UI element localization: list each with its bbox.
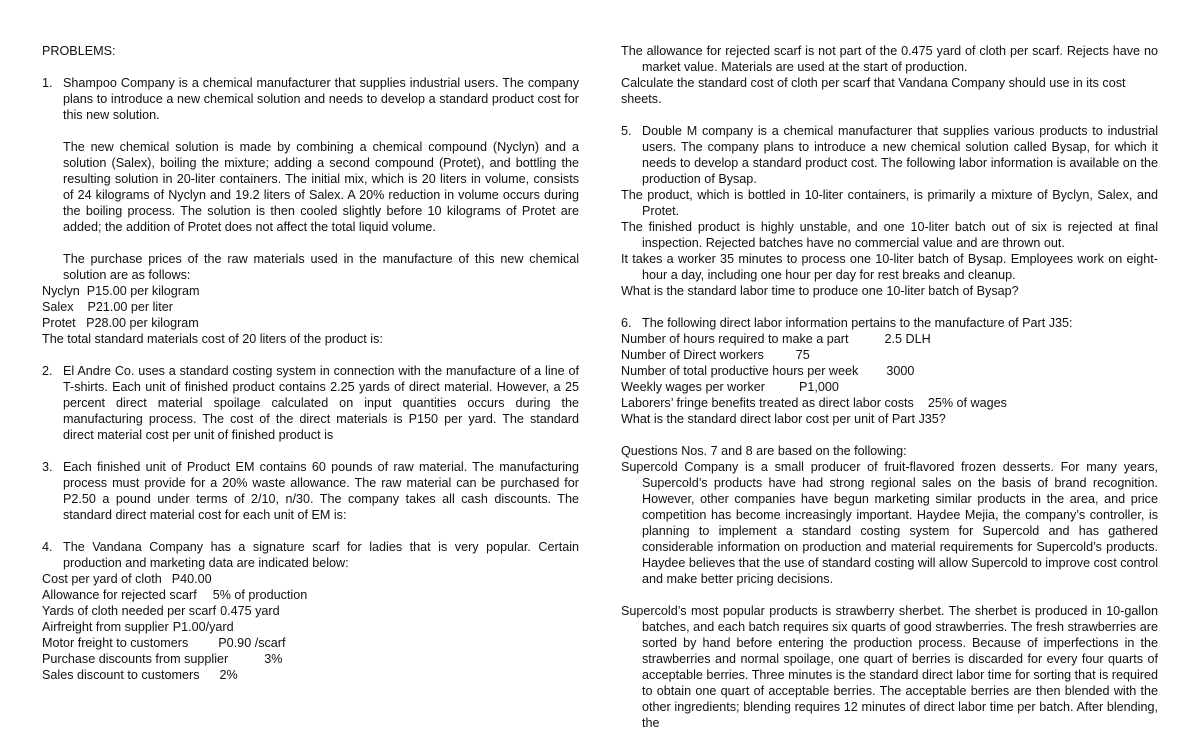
problems-heading: PROBLEMS: <box>42 44 116 58</box>
data-value: 25% of wages <box>927 396 1007 410</box>
problem-5-line: The product, which is bottled in 10-liter containers, is primarily a mixture of Byclyn, Salex, and Protet. <box>621 188 1158 218</box>
data-row <box>621 395 1158 411</box>
data-row <box>621 331 1158 347</box>
data-label: Number of total productive hours per week <box>621 364 859 378</box>
problem-number: 6. <box>621 316 632 330</box>
data-label: Cost per yard of cloth <box>42 572 162 586</box>
problem-5-question: What is the standard labor time to produce one 10-liter batch of Bysap? <box>621 284 1019 298</box>
problem-4-continuation: The allowance for rejected scarf is not part of the 0.475 yard of cloth per scarf. Rejects have no market value. Materials are used at the start of production. <box>621 44 1158 74</box>
problem-2 <box>42 363 579 443</box>
problem-1-text: Shampoo Company is a chemical manufacturer that supplies industrial users. The company plans to introduce a new chemical solution and needs to develop a standard product cost for this new solution. <box>63 76 579 122</box>
data-label: Number of hours required to make a part <box>621 332 849 346</box>
problem-1-para-3: The purchase prices of the raw materials used in the manufacture of this new chemical solution are as follows: <box>63 252 579 282</box>
left-column <box>42 43 579 683</box>
data-label: Weekly wages per worker <box>621 380 765 394</box>
data-value: 2% <box>219 668 238 682</box>
problem-5-line: The finished product is highly unstable, and one 10-liter batch out of six is rejected at final inspection. Rejected batches have no commercial value and are thrown out. <box>621 220 1158 250</box>
problem-1-para-2: The new chemical solution is made by combining a chemical compound (Nyclyn) and a solution (Salex), boiling the mixture; adding a second compound (Protet), and bottling the resulting solution in 20-liter containers. The initial mix, which is 20 liters in volume, consists of 24 kilograms of Nyclyn and 19.2 liters of Salex. A 20% reduction in volume occurs during the boiling process. The solution is then cooled slightly before 10 kilograms of Protet are added; the addition of Protet does not affect the total liquid volume. <box>63 140 579 234</box>
supercold-para-2: Supercold’s most popular products is strawberry sherbet. The sherbet is produced in 10-gallon batches, and each batch requires six quarts of good strawberries. The fresh strawberries are sorted by hand before entering the production process. Because of imperfections in the strawberries and normal spoilage, one quart of berries is discarded for every four quarts of acceptable berries. Three minutes is the standard direct labor time for sorting that is required to obtain one quart of acceptable berries. The acceptable berries are then blended with the other ingredients; blending requires 12 minutes of direct labor time per batch. After blending, the <box>621 604 1158 730</box>
problem-3 <box>42 459 579 523</box>
data-row <box>42 619 579 635</box>
data-value: 0.475 yard <box>220 604 280 618</box>
data-row <box>42 651 579 667</box>
data-label: Sales discount to customers <box>42 668 200 682</box>
data-value: P1.00/yard <box>172 620 234 634</box>
data-row <box>42 587 579 603</box>
data-row <box>42 635 579 651</box>
data-value: 2.5 DLH <box>884 332 931 346</box>
problem-1-question: The total standard materials cost of 20 liters of the product is: <box>42 332 383 346</box>
data-row <box>42 571 579 587</box>
data-label: Yards of cloth needed per scarf <box>42 604 217 618</box>
problem-2-text: El Andre Co. uses a standard costing system in connection with the manufacture of a line of T-shirts. Each unit of finished product contains 2.25 yards of direct material. However, a 25 percent direct material spoilage calculated on input quantities occurs during the manufacturing process. The cost of the direct materials is P150 per yard. The standard direct material cost per unit of finished product is <box>63 364 579 442</box>
data-label: Motor freight to customers <box>42 636 189 650</box>
data-row <box>42 603 579 619</box>
problem-3-text: Each finished unit of Product EM contains 60 pounds of raw material. The manufacturing process must provide for a 20% waste allowance. The raw material can be purchased for P2.50 a pound under terms of 2/10, n/30. The company takes all cash discounts. The standard direct material cost for each unit of EM is: <box>63 460 579 522</box>
problem-number: 1. <box>42 76 53 90</box>
data-value: 3000 <box>886 364 915 378</box>
problem-number: 2. <box>42 364 53 378</box>
problem-number: 5. <box>621 124 632 138</box>
data-label: Allowance for rejected scarf <box>42 588 197 602</box>
data-row <box>621 363 1158 379</box>
questions-7-8-intro: Questions Nos. 7 and 8 are based on the following: <box>621 444 907 458</box>
problem-1 <box>42 75 579 123</box>
data-row <box>621 347 1158 363</box>
data-row <box>42 667 579 683</box>
problem-5-line: It takes a worker 35 minutes to process one 10-liter batch of Bysap. Employees work on eight-hour a day, including one hour per day for rest breaks and cleanup. <box>621 252 1158 282</box>
data-value: P0.90 /scarf <box>218 636 286 650</box>
price-line: Nyclyn P15.00 per kilogram <box>42 284 200 298</box>
right-column <box>621 43 1158 731</box>
problem-4-text: The Vandana Company has a signature scarf for ladies that is very popular. Certain production and marketing data are indicated below: <box>63 540 579 570</box>
data-label: Airfreight from supplier <box>42 620 169 634</box>
supercold-para-1: Supercold Company is a small producer of fruit-flavored frozen desserts. For many years, Supercold’s products have had strong regional sales on the basis of brand recognition. However, other companies have begun marketing similar products in the area, and price competition has become increasingly important. Haydee Mejia, the company’s controller, is planning to implement a standard costing system for Supercold and has gathered considerable information on production and material requirements for Supercold’s products. Haydee believes that the use of standard costing will allow Supercold to improve cost control and make better pricing decisions. <box>621 460 1158 586</box>
problem-5 <box>621 123 1158 187</box>
data-value: P1,000 <box>798 380 839 394</box>
data-row <box>621 379 1158 395</box>
problem-number: 4. <box>42 540 53 554</box>
data-value: 5% of production <box>212 588 308 602</box>
data-label: Purchase discounts from supplier <box>42 652 229 666</box>
data-label: Number of Direct workers <box>621 348 764 362</box>
problem-4-question: Calculate the standard cost of cloth per scarf that Vandana Company should use in its cost sheets. <box>621 76 1126 106</box>
data-value: 75 <box>795 348 810 362</box>
problem-6-question: What is the standard direct labor cost per unit of Part J35? <box>621 412 946 426</box>
price-line: Protet P28.00 per kilogram <box>42 316 199 330</box>
problem-5-text: Double M company is a chemical manufacturer that supplies various products to industrial users. The company plans to introduce a new chemical solution called Bysap, for which it needs to develop a standard product cost. The following labor information is available on the production of Bysap. <box>642 124 1158 186</box>
problem-4 <box>42 539 579 571</box>
data-value: 3% <box>264 652 283 666</box>
price-line: Salex P21.00 per liter <box>42 300 173 314</box>
problem-6-text: The following direct labor information pertains to the manufacture of Part J35: <box>642 316 1073 330</box>
problem-6 <box>621 315 1158 331</box>
data-label: Laborers’ fringe benefits treated as direct labor costs <box>621 396 914 410</box>
data-value: P40.00 <box>171 572 212 586</box>
problem-number: 3. <box>42 460 53 474</box>
